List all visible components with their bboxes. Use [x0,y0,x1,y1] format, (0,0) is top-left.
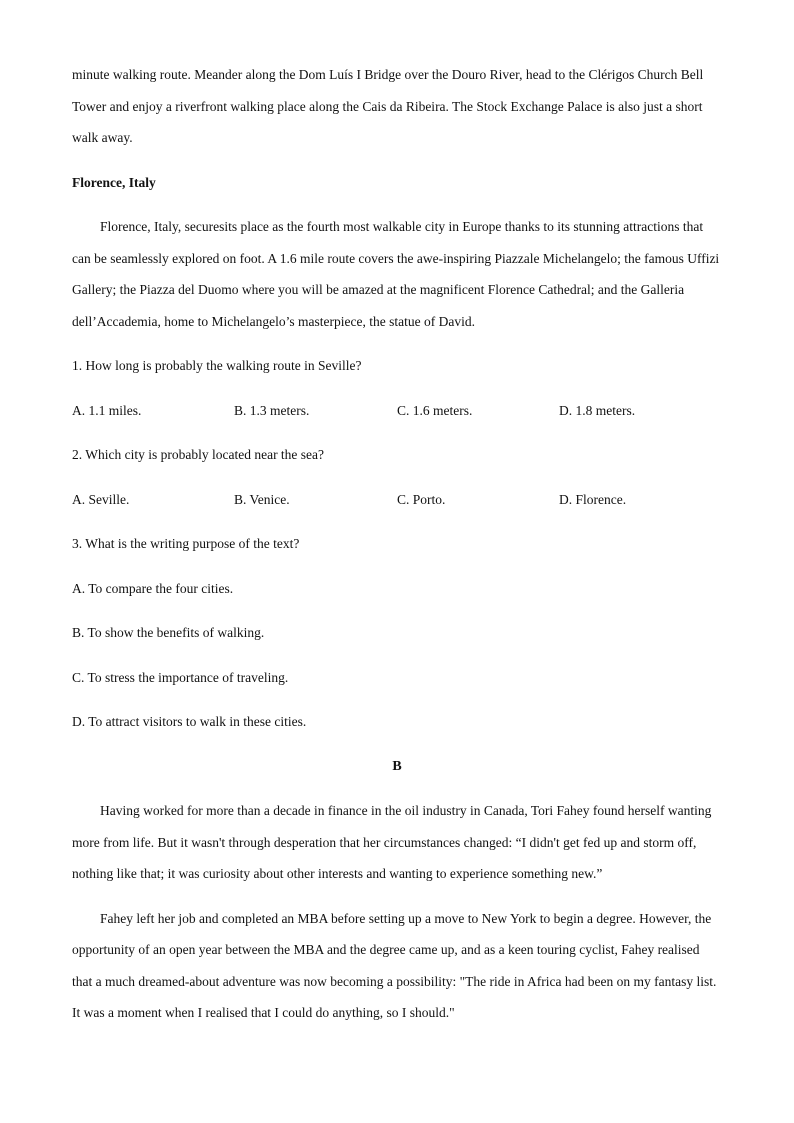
question-2-options [72,484,722,516]
question-1-option-b[interactable]: B. 1.3 meters. [234,402,310,418]
florence-heading: Florence, Italy [72,174,156,190]
section-b-paragraph-2: Fahey left her job and completed an MBA before setting up a move to New York to begin a degree. However, the opportunity of an open year between the MBA and the degree came up, and as a keen touring cyclist, Fahey realised that a much dreamed-about adventure was now becoming a possibility: "The ride in Africa had been on my fantasy list. It was a moment when I realised that I could do anything, so I should." [72,910,717,1020]
question-2-stem: 2. Which city is probably located near the sea? [72,447,325,462]
question-1-stem: 1. How long is probably the walking route in Seville? [72,358,362,373]
question-3-option-a[interactable]: A. To compare the four cities. [72,580,234,596]
question-1-options [72,395,722,427]
florence-paragraph: Florence, Italy, securesits place as the fourth most walkable city in Europe thanks to its stunning attractions that can be seamlessly explored on foot. A 1.6 mile route covers the awe-inspiring Piazzale Michelangelo; the famous Uffizi Gallery; the Piazza del Duomo where you will be amazed at the magnificent Florence Cathedral; and the Galleria dell’Accademia, home to Michelangelo’s masterpiece, the statue of David. [72,219,720,329]
document-page [72,59,722,1042]
question-2-option-c[interactable]: C. Porto. [397,491,446,507]
section-b-heading: B [392,758,402,774]
question-3-option-d[interactable]: D. To attract visitors to walk in these cities. [72,714,307,729]
question-2-option-a[interactable]: A. Seville. [72,491,130,507]
question-3-stem: 3. What is the writing purpose of the text? [72,536,300,551]
question-3-option-b[interactable]: B. To show the benefits of walking. [72,625,265,640]
question-1-option-d[interactable]: D. 1.8 meters. [559,402,636,418]
porto-paragraph-end: minute walking route. Meander along the Dom Luís I Bridge over the Douro River, head to the Clérigos Church Bell Tower and enjoy a riverfront walking place along the Cais da Ribeira. The Stock Exchange Palace is also just a short walk away. [72,67,704,145]
question-2-option-d[interactable]: D. Florence. [559,491,627,507]
question-3-option-c[interactable]: C. To stress the importance of traveling. [72,669,289,685]
question-2-option-b[interactable]: B. Venice. [234,491,290,507]
question-1-option-a[interactable]: A. 1.1 miles. [72,402,142,418]
section-b-paragraph-1: Having worked for more than a decade in finance in the oil industry in Canada, Tori Fahey found herself wanting more from life. But it wasn't through desperation that her circumstances changed: “I didn't get fed up and storm off, nothing like that; it was curiosity about other interests and wanting to experience something new.” [72,803,712,881]
question-1-option-c[interactable]: C. 1.6 meters. [397,402,473,418]
